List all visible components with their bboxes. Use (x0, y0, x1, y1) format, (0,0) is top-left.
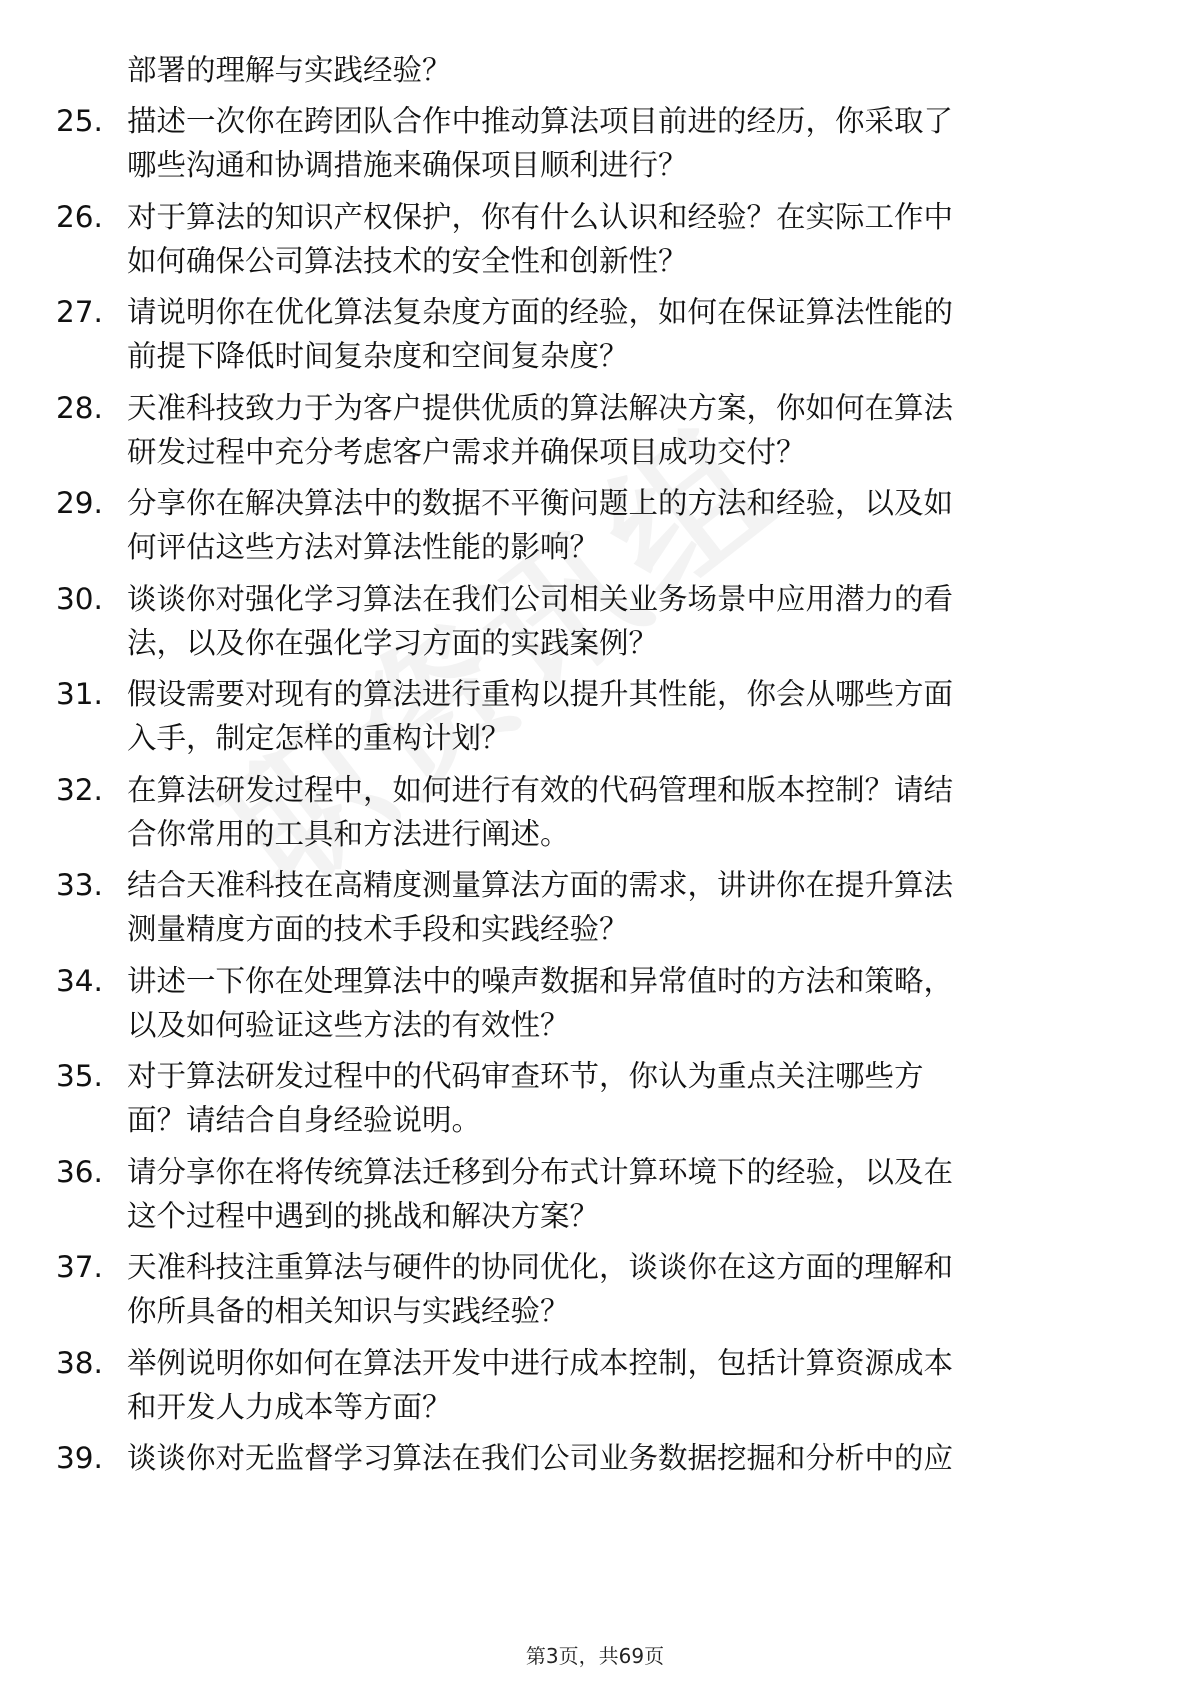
question-text-line: 谈谈你对无监督学习算法在我们公司业务数据挖掘和分析中的应 (127, 1441, 954, 1475)
question-text-line: 对于算法研发过程中的代码审查环节，你认为重点关注哪些方 (127, 1059, 924, 1093)
question-text-line: 天准科技致力于为客户提供优质的算法解决方案，你如何在算法 (127, 390, 954, 425)
question-text-line: 结合天准科技在高精度测量算法方面的需求，讲讲你在提升算法 (127, 868, 954, 902)
question-text-line: 谈谈你对强化学习算法在我们公司相关业务场景中应用潜力的看 (127, 581, 954, 616)
question-text-line: 面？请结合自身经验说明。 (127, 1103, 482, 1137)
question-text-line: 部署的理解与实践经验？ (127, 53, 452, 87)
question-text-line: 入手，制定怎样的重构计划？ (127, 721, 511, 755)
question-number: 29. (56, 486, 103, 520)
question-number: 36. (56, 1154, 103, 1189)
question-number: 37. (56, 1250, 103, 1284)
question-text-line: 举例说明你如何在算法开发中进行成本控制，包括计算资源成本 (127, 1345, 954, 1380)
question-text-line: 测量精度方面的技术手段和实践经验？ (127, 912, 629, 946)
question-text-line: 如何确保公司算法技术的安全性和创新性？ (127, 243, 688, 278)
question-text-line: 哪些沟通和协调措施来确保项目顺利进行？ (127, 148, 688, 182)
question-number: 38. (56, 1345, 103, 1380)
question-text-line: 天准科技注重算法与硬件的协同优化，谈谈你在这方面的理解和 (127, 1250, 954, 1284)
question-text-line: 何评估这些方法对算法性能的影响？ (127, 530, 600, 564)
question-text-line: 和开发人力成本等方面？ (127, 1389, 452, 1424)
question-number: 33. (56, 868, 103, 902)
question-text-line: 法，以及你在强化学习方面的实践案例？ (127, 625, 659, 660)
question-number: 28. (56, 390, 103, 425)
question-text-line: 请说明你在优化算法复杂度方面的经验，如何在保证算法性能的 (127, 295, 954, 329)
question-number: 30. (56, 581, 103, 616)
question-text-line: 在算法研发过程中，如何进行有效的代码管理和版本控制？请结 (127, 772, 954, 807)
question-number: 39. (56, 1441, 103, 1475)
question-text-line: 前提下降低时间复杂度和空间复杂度？ (127, 339, 629, 373)
question-text-line: 这个过程中遇到的挑战和解决方案？ (127, 1198, 600, 1233)
question-text-line: 请分享你在将传统算法迁移到分布式计算环境下的经验，以及在 (127, 1154, 954, 1189)
question-text-line: 对于算法的知识产权保护，你有什么认识和经验？在实际工作中 (127, 199, 954, 234)
question-number: 34. (56, 963, 103, 998)
question-number: 31. (56, 677, 103, 711)
question-number: 25. (56, 104, 103, 138)
question-number: 32. (56, 772, 103, 807)
question-text-line: 你所具备的相关知识与实践经验？ (127, 1294, 570, 1328)
question-text-line: 讲述一下你在处理算法中的噪声数据和异常值时的方法和策略， (127, 963, 954, 998)
question-text-line: 分享你在解决算法中的数据不平衡问题上的方法和经验，以及如 (127, 486, 954, 520)
question-text-line: 描述一次你在跨团队合作中推动算法项目前进的经历，你采取了 (127, 104, 954, 138)
question-text-line: 合你常用的工具和方法进行阐述。 (127, 816, 570, 851)
question-number: 27. (56, 295, 103, 329)
question-number: 35. (56, 1059, 103, 1093)
page-footer: 第3页，共69页 (525, 1644, 665, 1668)
question-text-line: 以及如何验证这些方法的有效性？ (127, 1007, 570, 1042)
question-text-line: 研发过程中充分考虑客户需求并确保项目成功交付？ (127, 434, 806, 469)
question-number: 26. (56, 199, 103, 234)
question-text-line: 假设需要对现有的算法进行重构以提升其性能，你会从哪些方面 (127, 677, 954, 711)
